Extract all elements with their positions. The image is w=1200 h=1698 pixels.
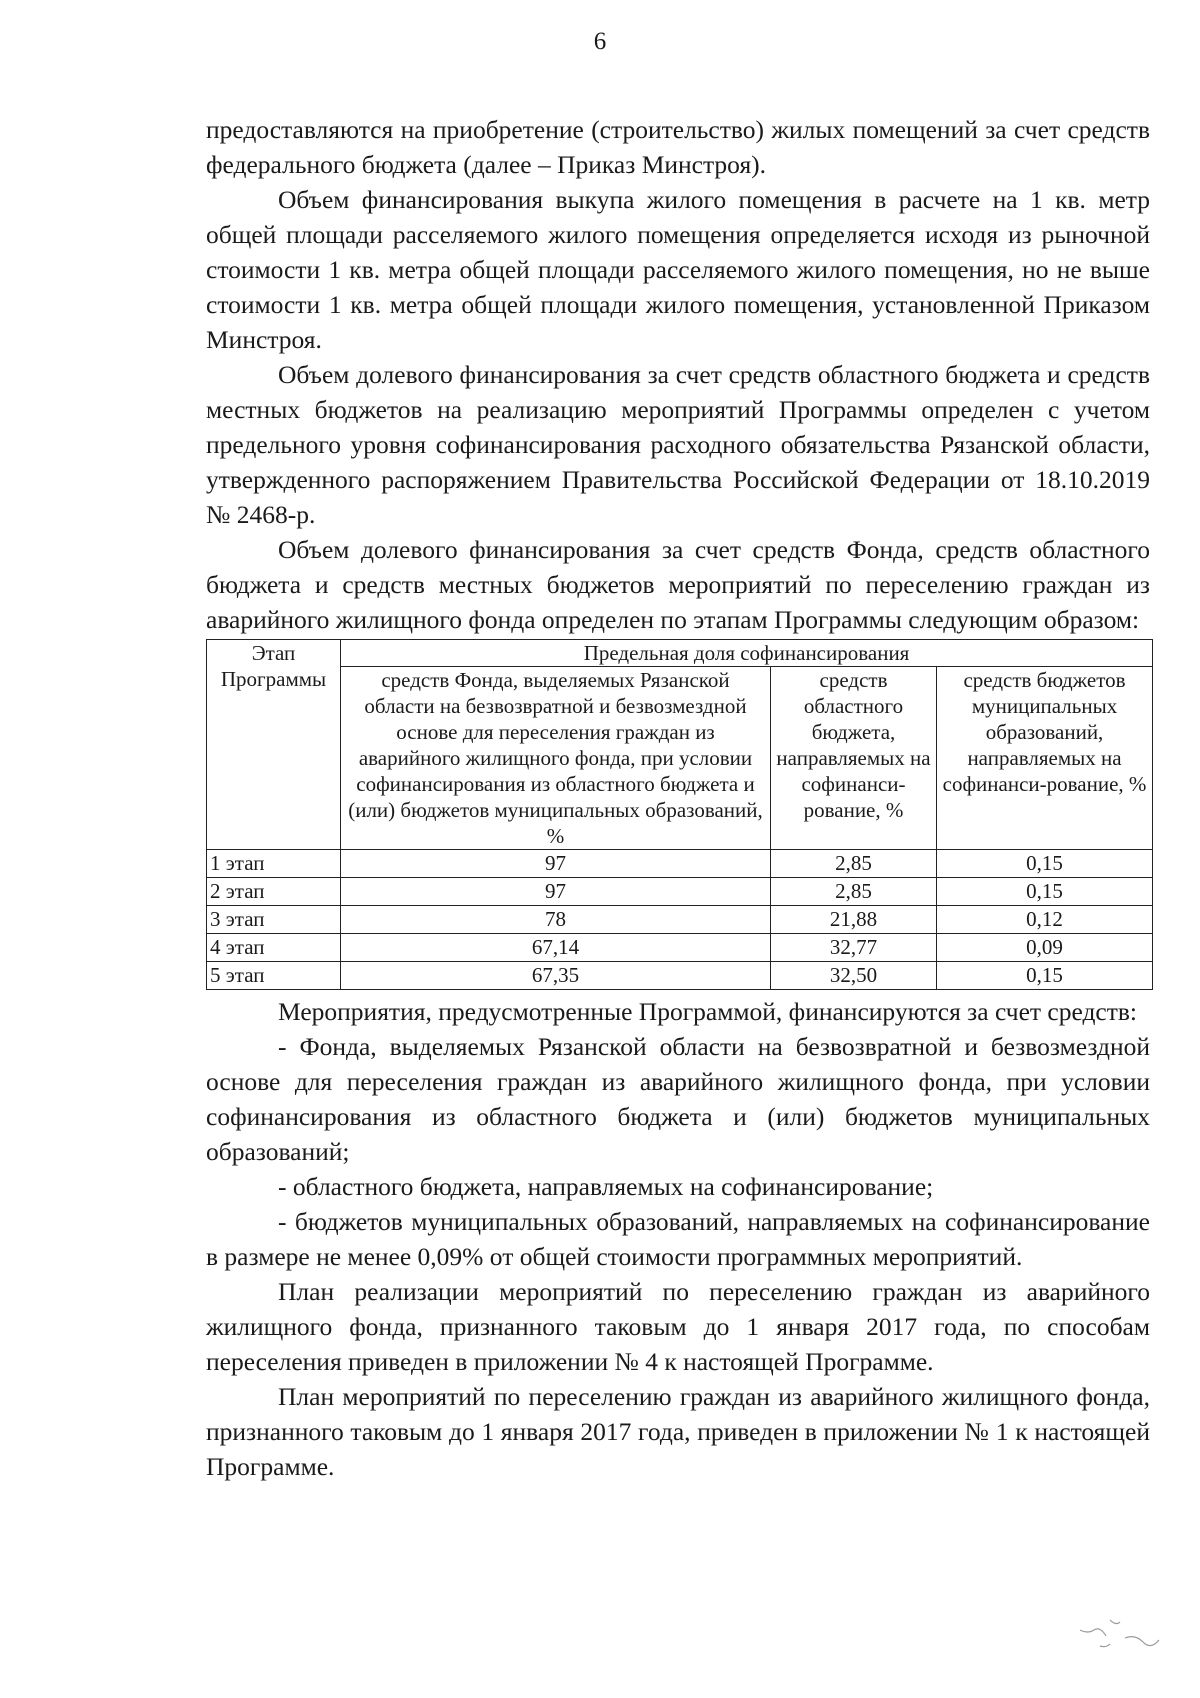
cell-municipal: 0,15 bbox=[937, 850, 1153, 878]
table-row bbox=[207, 878, 1153, 906]
paragraph: Мероприятия, предусмотренные Программой, финансируются за счет средств: bbox=[278, 997, 1138, 1026]
cell-regional: 32,50 bbox=[771, 962, 937, 990]
table-subheader-row bbox=[207, 667, 1153, 850]
list-item: - Фонда, выделяемых Рязанской области на безвозвратной и безвозмездной основе для переселения граждан из аварийного жилищного фонда, при условии софинансирования из областного бюджета и (или) бюджетов муниципальных образований; bbox=[206, 1032, 1150, 1166]
cell-municipal: 0,15 bbox=[937, 962, 1153, 990]
header-regional: средств областного бюджета, направляемых на софинанси-рование, % bbox=[771, 667, 937, 850]
cell-fund: 97 bbox=[341, 878, 771, 906]
header-municipal: средств бюджетов муниципальных образований, направляемых на софинанси-рование, % bbox=[937, 667, 1153, 850]
cell-fund: 67,14 bbox=[341, 934, 771, 962]
cell-fund: 97 bbox=[341, 850, 771, 878]
cell-stage: 3 этап bbox=[207, 906, 341, 934]
cell-municipal: 0,15 bbox=[937, 878, 1153, 906]
cell-municipal: 0,09 bbox=[937, 934, 1153, 962]
list-item: - областного бюджета, направляемых на софинансирование; bbox=[278, 1172, 934, 1201]
header-stage: Этап Программы bbox=[207, 640, 341, 850]
list-item: - бюджетов муниципальных образований, направляемых на софинансирование в размере не менее 0,09% от общей стоимости программных мероприятий. bbox=[206, 1207, 1150, 1271]
cell-fund: 78 bbox=[341, 906, 771, 934]
cofinancing-table bbox=[206, 639, 1153, 990]
paragraph: Объем долевого финансирования за счет средств Фонда, средств областного бюджета и средств местных бюджетов мероприятий по переселению граждан из аварийного жилищного фонда определен по этапам Программы следующим образом: bbox=[206, 535, 1150, 634]
paragraph: План мероприятий по переселению граждан из аварийного жилищного фонда, признанного таковым до 1 января 2017 года, приведен в приложении № 1 к настоящей Программе. bbox=[206, 1382, 1150, 1481]
cell-stage: 2 этап bbox=[207, 878, 341, 906]
table-row bbox=[207, 934, 1153, 962]
table-row bbox=[207, 850, 1153, 878]
page-number: 6 bbox=[593, 28, 607, 55]
cell-regional: 2,85 bbox=[771, 850, 937, 878]
cell-regional: 32,77 bbox=[771, 934, 937, 962]
cell-regional: 21,88 bbox=[771, 906, 937, 934]
cell-stage: 1 этап bbox=[207, 850, 341, 878]
scan-mark-decoration bbox=[1070, 1600, 1180, 1660]
cell-municipal: 0,12 bbox=[937, 906, 1153, 934]
paragraph: предоставляются на приобретение (строительство) жилых помещений за счет средств федерального бюджета (далее – Приказ Минстроя). bbox=[206, 115, 1150, 179]
header-fund: средств Фонда, выделяемых Рязанской области на безвозвратной и безвозмездной основе для переселения граждан из аварийного жилищного фонда, при условии софинансирования из областного бюджета и (или) бюджетов муниципальных образований, % bbox=[341, 667, 771, 850]
paragraph: План реализации мероприятий по переселению граждан из аварийного жилищного фонда, признанного таковым до 1 января 2017 года, по способам переселения приведен в приложении № 4 к настоящей Программе. bbox=[206, 1277, 1150, 1376]
cell-fund: 67,35 bbox=[341, 962, 771, 990]
table-row bbox=[207, 906, 1153, 934]
paragraph: Объем долевого финансирования за счет средств областного бюджета и средств местных бюджетов на реализацию мероприятий Программы определен с учетом предельного уровня софинансирования расходного обязательства Рязанской области, утвержденного распоряжением Правительства Российской Федерации от 18.10.2019 № 2468-р. bbox=[206, 360, 1150, 529]
table-header-row bbox=[207, 640, 1153, 667]
document-body bbox=[206, 112, 1150, 1484]
cell-regional: 2,85 bbox=[771, 878, 937, 906]
cell-stage: 4 этап bbox=[207, 934, 341, 962]
paragraph: Объем финансирования выкупа жилого помещения в расчете на 1 кв. метр общей площади расселяемого жилого помещения определяется исходя из рыночной стоимости 1 кв. метра общей площади расселяемого жилого помещения, но не выше стоимости 1 кв. метра общей площади жилого помещения, установленной Приказом Минстроя. bbox=[206, 185, 1150, 354]
table-row bbox=[207, 962, 1153, 990]
header-group: Предельная доля софинансирования bbox=[341, 640, 1153, 667]
cell-stage: 5 этап bbox=[207, 962, 341, 990]
